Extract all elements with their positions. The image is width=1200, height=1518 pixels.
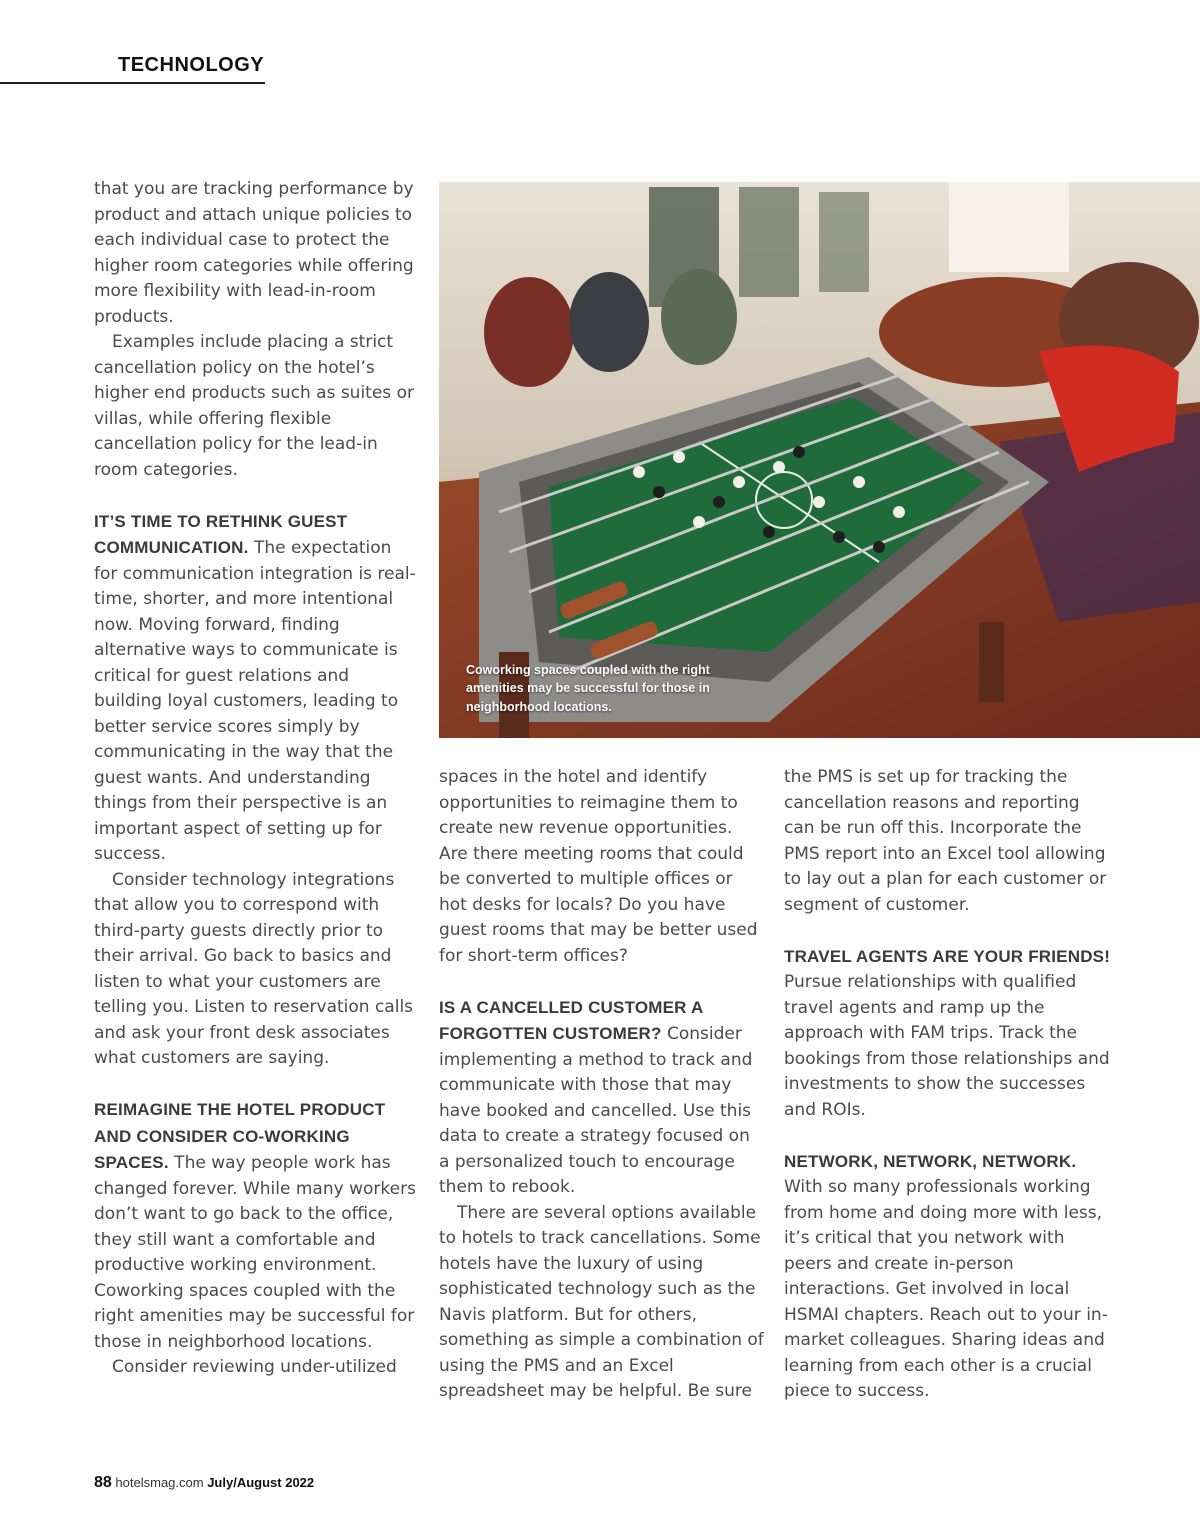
subheading: IS A CANCELLED CUSTOMER A FORGOTTEN CUSTOMER?	[439, 997, 703, 1043]
paragraph	[94, 509, 419, 868]
site-name: hotelsmag.com	[115, 1475, 204, 1490]
article-column-3	[784, 765, 1114, 1405]
paragraph: Consider reviewing under-utilized	[112, 1357, 397, 1377]
photo-illustration	[439, 182, 1200, 738]
paragraph-text: With so many professionals working from home and doing more with less, it’s critical that you network with peers and create in-person interactions. Get involved in local HSMAI chapters. Reach out to your in-market colleagues. Sharing ideas and learning from each other is a crucial piece to success.	[784, 1177, 1108, 1401]
section-label: TECHNOLOGY	[118, 54, 265, 76]
section-divider	[0, 82, 265, 84]
paragraph-text: The way people work has changed forever. While many workers don’t want to go back to the office, they still want a comfortable and productive working environment. Coworking spaces coupled with the right amenities may be successful for those in neighborhood locations.	[94, 1153, 416, 1352]
article-column-1	[94, 177, 419, 1381]
paragraph-text: The expectation for communication integration is real-time, shorter, and more intentional now. Moving forward, finding alternative ways to communicate is critical for guest relations and building loyal customers, leading to better service scores simply by communicating in the way that the guest wants. And understanding things from their perspective is an important aspect of setting up for success.	[94, 538, 416, 864]
subheading: NETWORK, NETWORK, NETWORK.	[784, 1151, 1077, 1171]
issue-date: July/August 2022	[207, 1475, 315, 1490]
paragraph	[94, 1097, 419, 1355]
subheading: REIMAGINE THE HOTEL PRODUCT AND CONSIDER CO-WORKING SPACES.	[94, 1100, 386, 1172]
paragraph	[784, 1149, 1114, 1405]
coworking-foosball-photo	[439, 182, 1200, 738]
paragraph	[439, 995, 764, 1201]
paragraph-text: Pursue relationships with qualified travel agents and ramp up the approach with FAM trips. Track the bookings from those relationships and investments to show the successes and ROIs.	[784, 972, 1110, 1120]
paragraph: There are several options available to hotels to track cancellations. Some hotels have the luxury of using sophisticated technology such as the Navis platform. But for others, something as simple a combination of using the PMS and an Excel spreadsheet may be helpful. Be sure	[439, 1202, 764, 1401]
paragraph: spaces in the hotel and identify opportunities to reimagine them to create new revenue opportunities. Are there meeting rooms that could be converted to multiple offices or hot desks for locals? Do you have guest rooms that may be better used for short-term offices?	[439, 767, 758, 966]
paragraph-text: Consider implementing a method to track and communicate with those that may have booked and cancelled. Use this data to create a strategy focused on a personalized touch to encourage them to rebook.	[439, 1024, 753, 1197]
photo-caption: Coworking spaces coupled with the right amenities may be successful for those in neighborhood locations.	[466, 662, 710, 714]
article-column-2	[439, 765, 764, 1405]
page-number: 88	[94, 1474, 112, 1491]
paragraph: that you are tracking performance by product and attach unique policies to each individual case to protect the higher room categories while offering more flexibility with lead-in-room products.	[94, 179, 414, 327]
paragraph: Examples include placing a strict cancellation policy on the hotel’s higher end products such as suites or villas, while offering flexible cancellation policy for the lead-in room categories.	[94, 332, 414, 480]
paragraph: Consider technology integrations that allow you to correspond with third-party guests directly prior to their arrival. Go back to basics and listen to what your customers are telling you. Listen to reservation calls and ask your front desk associates what customers are saying.	[94, 869, 414, 1068]
subheading: IT’S TIME TO RETHINK GUEST COMMUNICATION.	[94, 511, 348, 557]
paragraph	[784, 944, 1114, 1124]
paragraph: the PMS is set up for tracking the cancellation reasons and reporting can be run off this. Incorporate the PMS report into an Excel tool allowing to lay out a plan for each customer or segment of customer.	[784, 767, 1107, 915]
page-footer	[94, 1474, 314, 1492]
subheading: TRAVEL AGENTS ARE YOUR FRIENDS!	[784, 946, 1111, 966]
